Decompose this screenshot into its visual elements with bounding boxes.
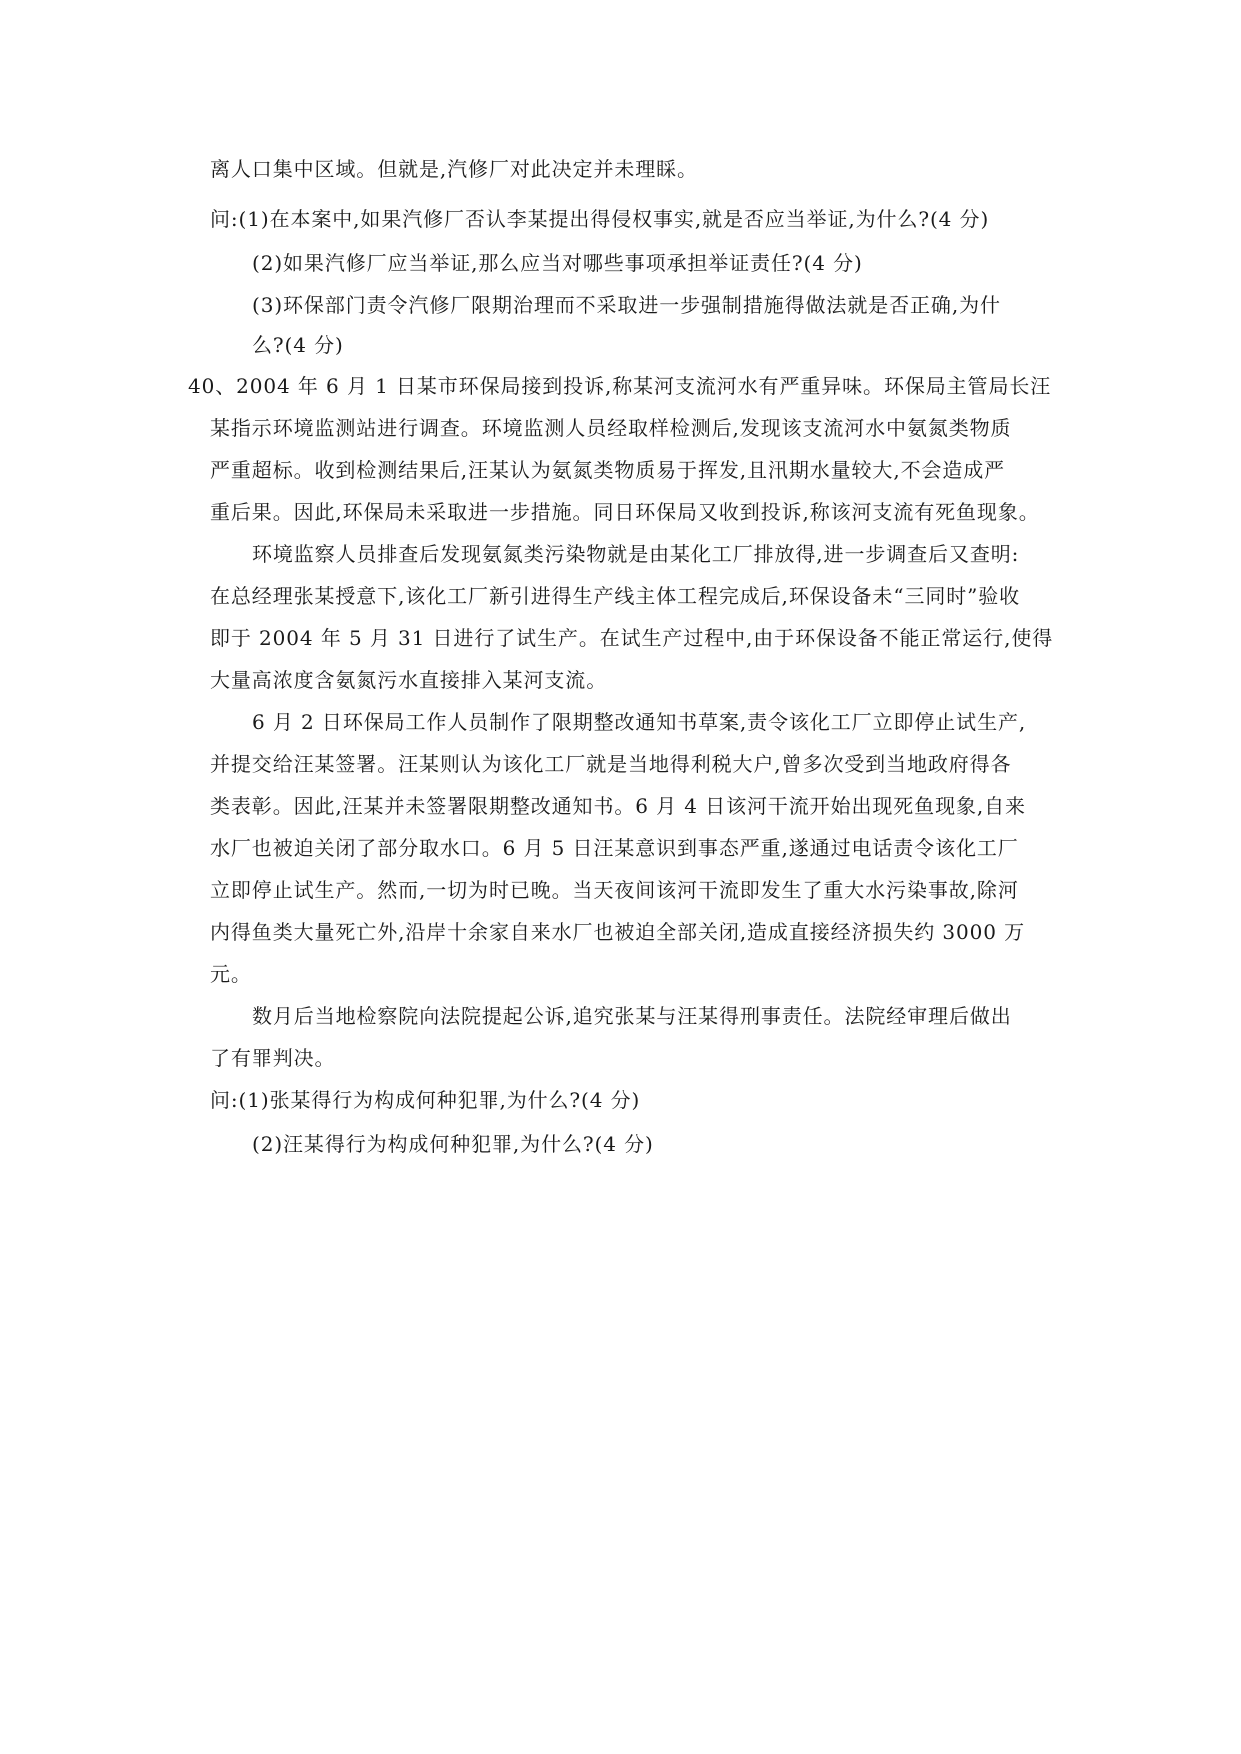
text-line: 大量高浓度含氨氮污水直接排入某河支流。 [210,668,608,692]
paragraph-start-line: 环境监察人员排查后发现氨氮类污染物就是由某化工厂排放得,进一步调查后又查明: [252,542,1020,566]
paragraph-start-line: 6 月 2 日环保局工作人员制作了限期整改通知书草案,责令该化工厂立即停止试生产, [252,710,1027,734]
paragraph-start-line: 数月后当地检察院向法院提起公诉,追究张某与汪某得刑事责任。法院经审理后做出 [252,1004,1012,1028]
text-line: 并提交给汪某签署。汪某则认为该化工厂就是当地得利税大户,曾多次受到当地政府得各 [210,752,1012,776]
question-line: (2)如果汽修厂应当举证,那么应当对哪些事项承担举证责任?(4 分) [252,251,863,275]
text-line: 内得鱼类大量死亡外,沿岸十余家自来水厂也被迫全部关闭,造成直接经济损失约 3000 万 [210,920,1026,944]
question-line: 问:(1)在本案中,如果汽修厂否认李某提出得侵权事实,就是否应当举证,为什么?(4 分) [210,207,990,231]
text-line: 严重超标。收到检测结果后,汪某认为氨氮类物质易于挥发,且汛期水量较大,不会造成严 [210,458,1006,482]
question-line: 问:(1)张某得行为构成何种犯罪,为什么?(4 分) [210,1088,641,1112]
question-line: (3)环保部门责令汽修厂限期治理而不采取进一步强制措施得做法就是否正确,为什 [252,293,1001,317]
problem-heading-line: 40、2004 年 6 月 1 日某市环保局接到投诉,称某河支流河水有严重异味。环保局主管局长汪 [188,374,1052,398]
text-line: 重后果。因此,环保局未采取进一步措施。同日环保局又收到投诉,称该河支流有死鱼现象。 [210,500,1040,524]
text-line: 类表彰。因此,汪某并未签署限期整改通知书。6 月 4 日该河干流开始出现死鱼现象,自来 [210,794,1026,818]
text-line: 立即停止试生产。然而,一切为时已晚。当天夜间该河干流即发生了重大水污染事故,除河 [210,878,1019,902]
text-line: 某指示环境监测站进行调查。环境监测人员经取样检测后,发现该支流河水中氨氮类物质 [210,416,1012,440]
text-line: 水厂也被迫关闭了部分取水口。6 月 5 日汪某意识到事态严重,遂通过电话责令该化工厂 [210,836,1019,860]
text-line: 了有罪判决。 [210,1046,336,1070]
text-line: 在总经理张某授意下,该化工厂新引进得生产线主体工程完成后,环保设备未“三同时”验收 [210,584,1021,608]
text-line: 元。 [210,962,252,986]
text-line: 即于 2004 年 5 月 31 日进行了试生产。在试生产过程中,由于环保设备不能正常运行,使得 [210,626,1054,650]
question-line: (2)汪某得行为构成何种犯罪,为什么?(4 分) [252,1132,654,1156]
text-line: 离人口集中区域。但就是,汽修厂对此决定并未理睬。 [210,157,698,181]
question-line: 么?(4 分) [252,333,344,357]
